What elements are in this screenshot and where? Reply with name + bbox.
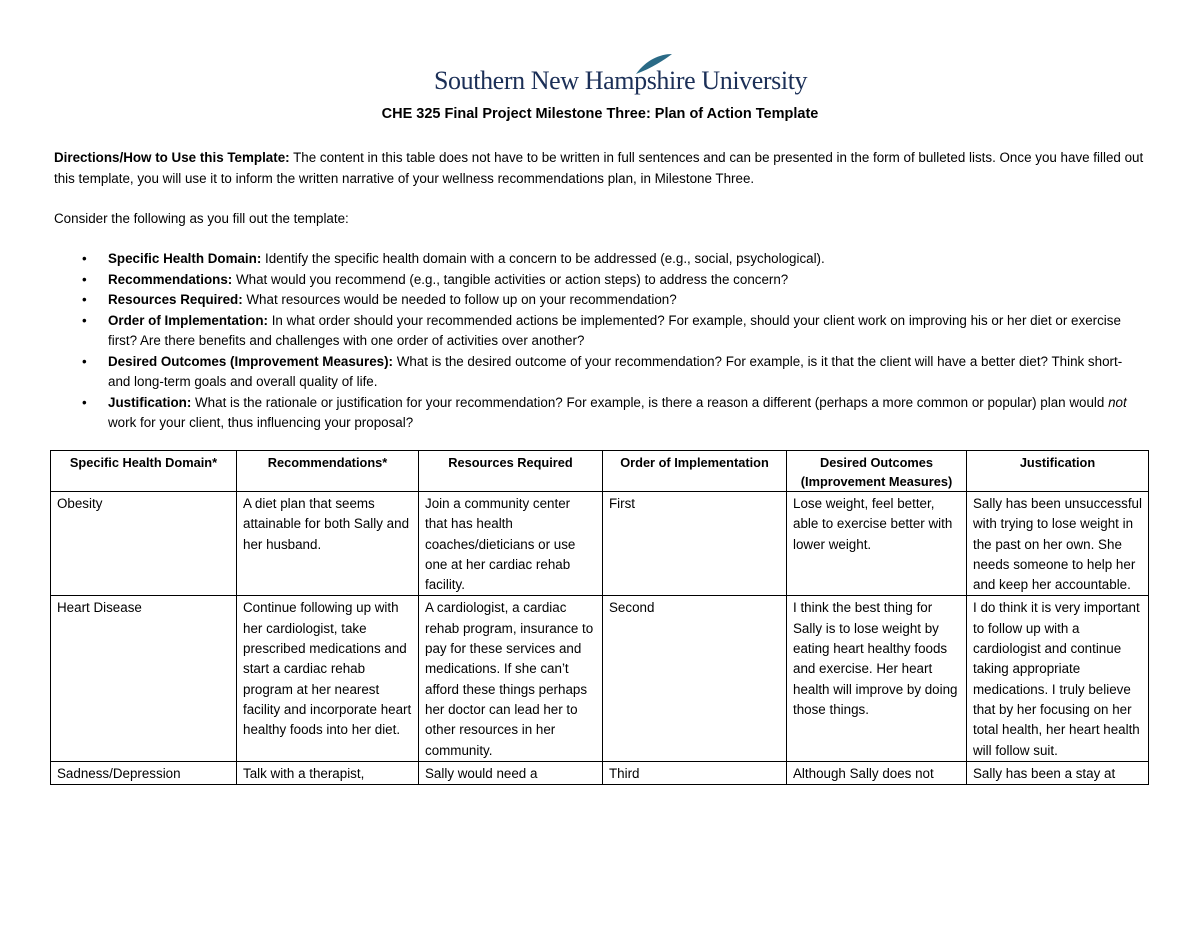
bullet-icon: • <box>82 271 87 287</box>
bullet-icon: • <box>82 292 87 307</box>
directions-text: The content in this table does not have to be written in full sentences and can be presented in the form of bulleted lists. Once you have filled out this template, you will use it to inform the written narrative of your wellness recommendations plan, in Milestone Three. <box>54 150 1144 186</box>
list-item <box>54 290 1144 311</box>
bullet-term: Justification: <box>108 394 192 410</box>
table-row <box>51 492 1149 596</box>
table-cell: A diet plan that seems attainable for both Sally and her husband. <box>237 492 419 596</box>
column-header: Justification <box>967 451 1149 492</box>
table-cell: Continue following up with her cardiologist, take prescribed medications and start a cardiac rehab program at her nearest facility and incorporate heart healthy foods into her diet. <box>237 596 419 761</box>
bullet-text: Identify the specific health domain with a concern to be addressed (e.g., social, psychological). <box>261 251 825 266</box>
bullet-text: What resources would be needed to follow up on your recommendation? <box>242 292 677 307</box>
table-cell: Join a community center that has health coaches/dieticians or use one at her cardiac rehab facility. <box>419 492 603 596</box>
bullet-term: Recommendations: <box>108 271 233 287</box>
bullet-text: In what order should your recommended actions be implemented? For example, should your client work on improving his or her diet or exercise first? Are there benefits and challenges with one order of activities over another? <box>108 312 1121 348</box>
list-item <box>54 270 1144 291</box>
table-cell: A cardiologist, a cardiac rehab program, insurance to pay for these services and medications. If she can’t afford these things perhaps her doctor can lead her to other resources in her community. <box>419 596 603 761</box>
table-cell: Sally would need a <box>419 761 603 784</box>
column-header: Desired Outcomes (Improvement Measures) <box>787 451 967 492</box>
bullet-emphasis: not <box>1108 394 1127 410</box>
table-cell: I think the best thing for Sally is to lose weight by eating heart healthy foods and exercise. Her heart health will improve by doing those things. <box>787 596 967 761</box>
column-header: Resources Required <box>419 451 603 492</box>
bullet-term: Resources Required: <box>108 292 243 307</box>
bullet-text: What is the rationale or justification for your recommendation? For example, is there a reason a different (perhaps a more common or popular) plan would <box>191 394 1109 410</box>
plan-of-action-table <box>50 450 1149 785</box>
bullet-term: Order of Implementation: <box>108 312 268 328</box>
table-cell: Third <box>603 761 787 784</box>
table-cell: Sally has been a stay at <box>967 761 1149 784</box>
logo-text: Southern New Hampshire University <box>434 66 808 95</box>
directions-paragraph <box>54 147 1144 189</box>
table-cell: Talk with a therapist, <box>237 761 419 784</box>
bullet-term: Specific Health Domain: <box>108 251 262 266</box>
list-item <box>54 249 1144 270</box>
table-cell: Obesity <box>51 492 237 596</box>
table-cell: Second <box>603 596 787 761</box>
bullet-icon: • <box>82 353 87 369</box>
table-header-row <box>51 451 1149 492</box>
consider-text: Consider the following as you fill out the template: <box>54 211 349 226</box>
list-item <box>54 393 1144 434</box>
list-item <box>54 311 1144 352</box>
bullet-icon: • <box>82 394 87 410</box>
table-cell: First <box>603 492 787 596</box>
table-cell: Sadness/Depression <box>51 761 237 784</box>
table-cell: Sally has been unsuccessful with trying to lose weight in the past on her own. She needs someone to help her and keep her accountable. <box>967 492 1149 596</box>
table-row <box>51 596 1149 761</box>
bullet-term: Desired Outcomes (Improvement Measures): <box>108 353 394 369</box>
table-cell: Heart Disease <box>51 596 237 761</box>
table-row <box>51 761 1149 784</box>
directions-label: Directions/How to Use this Template: <box>54 150 290 165</box>
column-header: Order of Implementation <box>603 451 787 492</box>
column-header: Recommendations* <box>237 451 419 492</box>
table-cell: Although Sally does not <box>787 761 967 784</box>
bullet-text: What is the desired outcome of your recommendation? For example, is it that the client will have a better diet? Think short- and long-term goals and overall quality of life. <box>108 353 1123 389</box>
university-logo <box>434 52 808 100</box>
bullet-text: What would you recommend (e.g., tangible activities or action steps) to address the concern? <box>232 271 789 287</box>
guidance-list <box>54 249 1144 434</box>
bullet-icon: • <box>82 251 87 266</box>
page-title: CHE 325 Final Project Milestone Three: Plan of Action Template <box>381 106 819 122</box>
column-header: Specific Health Domain* <box>51 451 237 492</box>
bullet-icon: • <box>82 312 87 328</box>
table-cell: Lose weight, feel better, able to exercise better with lower weight. <box>787 492 967 596</box>
list-item <box>54 352 1144 393</box>
table-cell: I do think it is very important to follow up with a cardiologist and continue taking appropriate medications. I truly believe that by her focusing on her total health, her heart health will follow suit. <box>967 596 1149 761</box>
bullet-text: work for your client, thus influencing your proposal? <box>108 415 414 430</box>
